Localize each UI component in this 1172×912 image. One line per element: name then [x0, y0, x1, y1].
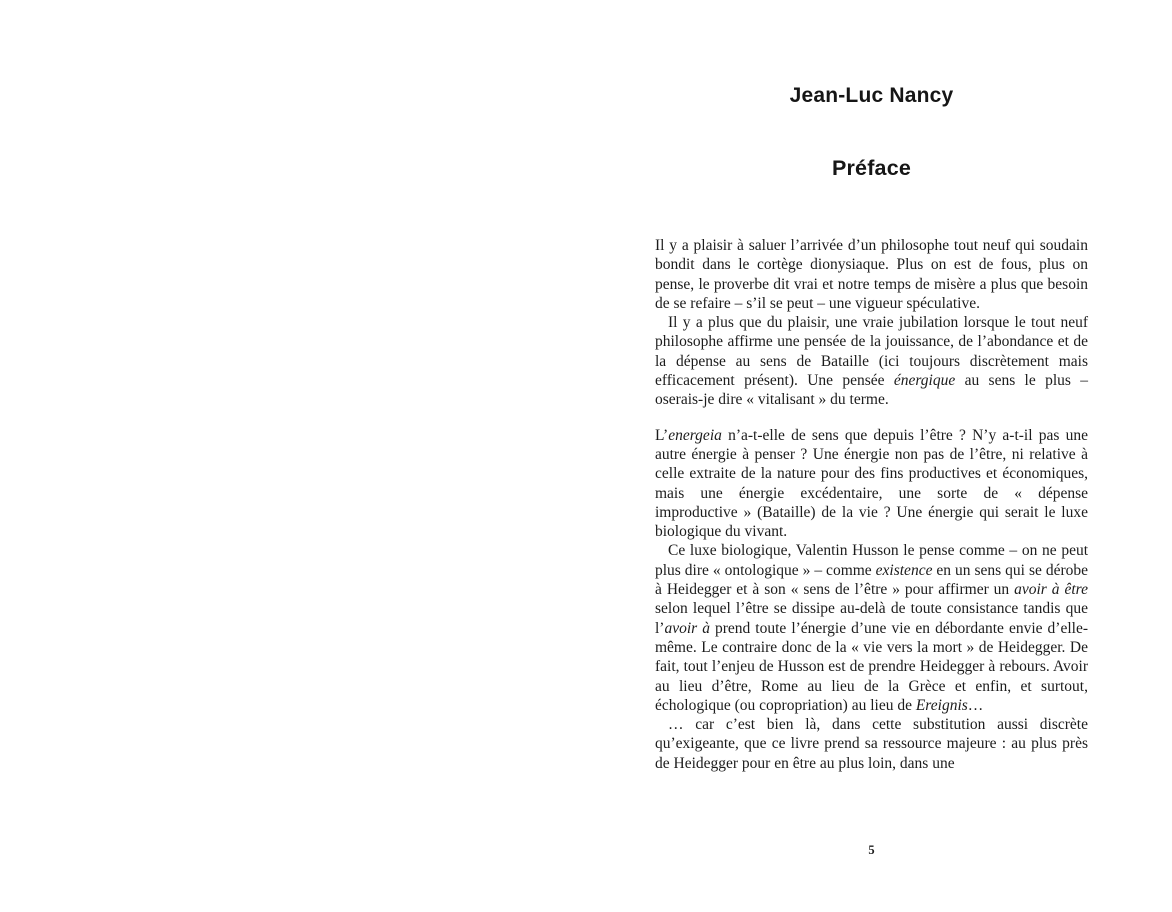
body-text: [655, 236, 1088, 773]
text-segment: L’: [655, 426, 669, 444]
chapter-title: Préface: [831, 156, 912, 180]
text-segment: en un sens qui se dérobe à Heidegger et à son « sens de l’être » pour affirmer un: [655, 561, 1088, 599]
paragraph: [655, 715, 1088, 773]
text-segment: n’a-t-elle de sens que depuis l’être ? N’y a-t-il pas une autre énergie à penser ? Une énergie non pas de l’être, ni relative à celle extraite de la nature pour des fins productives et économiques, mais une énergie excédentaire, une sorte de « dépense improductive » (Bataille) de la vie ? Une énergie qui serait le luxe biologique du vivant.: [655, 426, 1088, 541]
text-segment: Il y a plus que du plaisir, une vraie jubilation lorsque le tout neuf philosophe affirme une pensée de la jouissance, de l’abondance et de la dépense au sens de Bataille (ici toujours discrètement mais efficacement présent). Une pensée: [655, 314, 1088, 390]
italic-text-segment: avoir à: [664, 619, 710, 637]
paragraph: [655, 541, 1088, 715]
page-column: [655, 0, 1088, 912]
text-segment: au sens le plus – oserais-je dire « vitalisant » du terme.: [655, 372, 1088, 409]
text-segment: …: [967, 696, 984, 714]
italic-text-segment: existence: [875, 561, 933, 579]
text-segment: Il y a plaisir à saluer l’arrivée d’un philosophe tout neuf qui soudain bondit dans le cortège dionysiaque. Plus on est de fous, plus on pense, le proverbe dit vrai et notre temps de misère a plus que besoin de se refaire – s’il se peut – une vigueur spéculative.: [655, 237, 1088, 312]
italic-text-segment: Ereignis: [915, 696, 968, 714]
paragraph: [655, 313, 1088, 409]
italic-text-segment: avoir à être: [1014, 581, 1088, 599]
paragraph: [655, 426, 1088, 542]
page-number: 5: [868, 843, 875, 857]
text-segment: selon lequel l’être se dissipe au-delà de toute consistance tandis que l’: [655, 600, 1088, 637]
italic-text-segment: énergique: [893, 372, 956, 390]
text-segment: Ce luxe biologique, Valentin Husson le pense comme – on ne peut plus dire « ontologique » – comme: [655, 542, 1088, 579]
paragraph: [655, 236, 1088, 313]
italic-text-segment: energeia: [668, 426, 722, 444]
author-heading: Jean-Luc Nancy: [789, 84, 954, 107]
text-segment: prend toute l’énergie d’une vie en débordante envie d’elle-même. Le contraire donc de la « vie vers la mort » de Heidegger. De fait, tout l’enjeu de Husson est de prendre Heidegger à rebours. Avoir au lieu d’être, Rome au lieu de la Grèce et enfin, et surtout, échologique (ou copropriation) au lieu de: [655, 619, 1088, 714]
text-segment: … car c’est bien là, dans cette substitution aussi discrète qu’exigeante, que ce livre prend sa ressource majeure : au plus près de Heidegger pour en être au plus loin, dans une: [655, 716, 1088, 772]
